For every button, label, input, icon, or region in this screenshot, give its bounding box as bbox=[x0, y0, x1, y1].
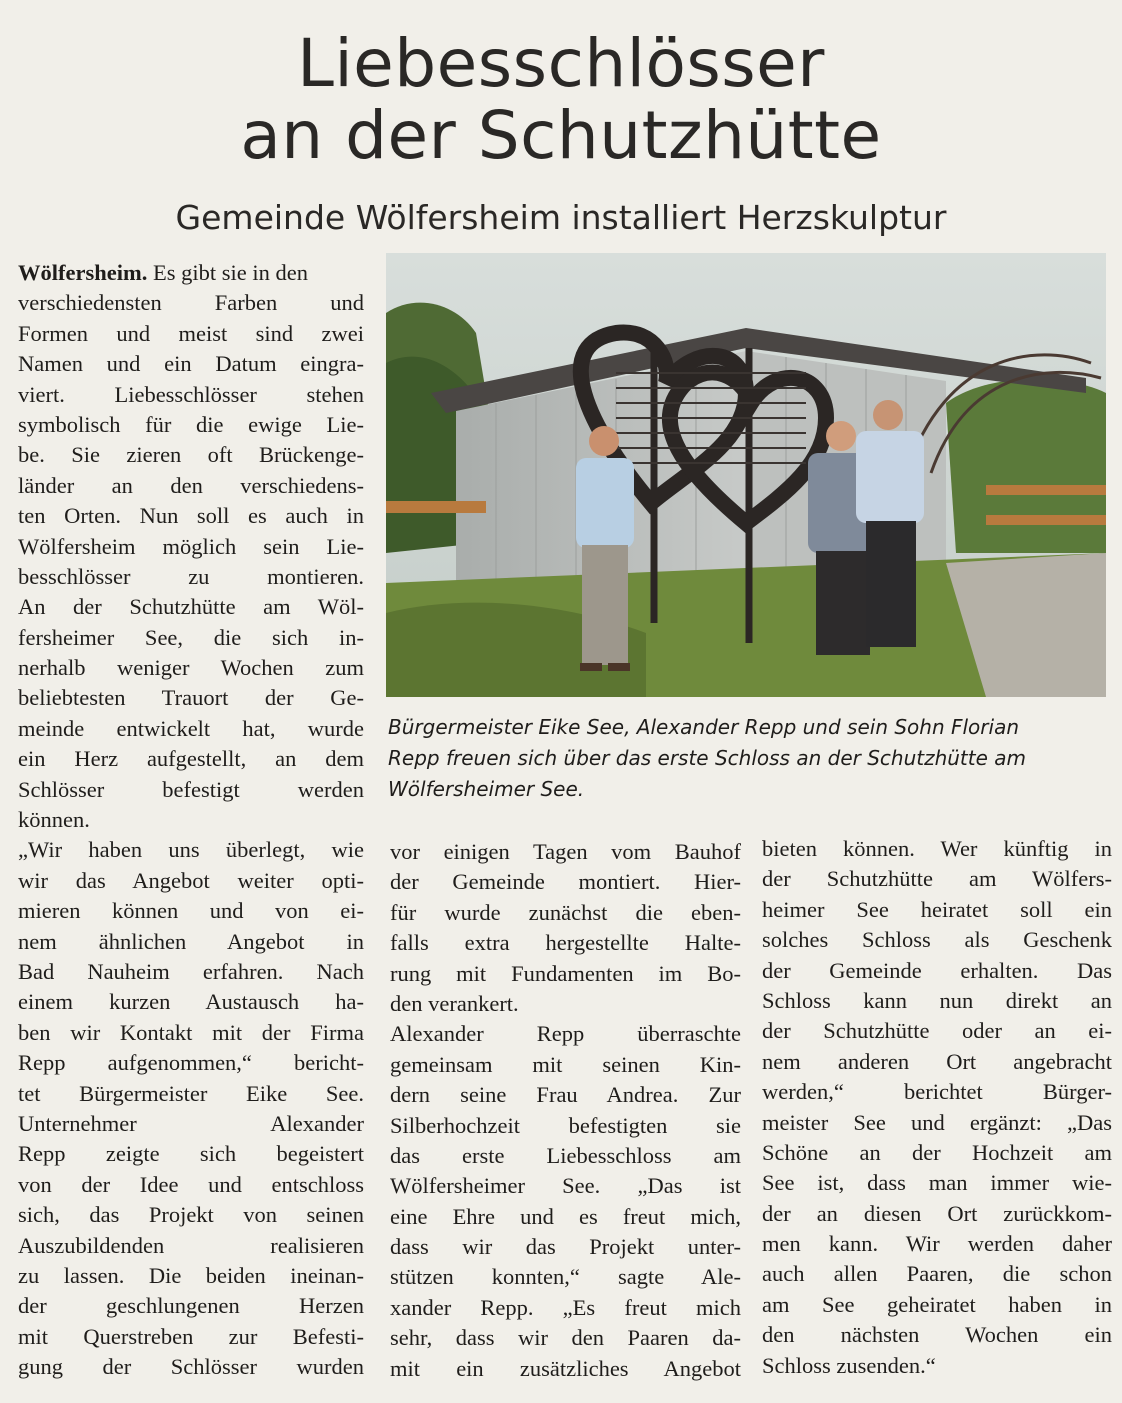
column-1-line: ten Orten. Nun soll es auch in bbox=[18, 503, 364, 529]
column-3-line: See ist, dass man immer wie- bbox=[762, 1170, 1112, 1196]
column-1-line: Repp zeigte sich begeistert bbox=[18, 1141, 364, 1167]
column-3-line: am See geheiratet haben in bbox=[762, 1291, 1112, 1317]
trees-right bbox=[946, 379, 1106, 553]
column-1-line: gung der Schlösser wurden bbox=[18, 1354, 364, 1380]
column-1-line: können. bbox=[18, 807, 90, 833]
column-3-line: meister See und ergänzt: „Das bbox=[762, 1109, 1112, 1135]
column-1-line: länder an den verschiedens- bbox=[18, 472, 364, 498]
column-1-line: sich, das Projekt von seinen bbox=[18, 1202, 364, 1228]
column-1-line: be. Sie zieren oft Brückenge- bbox=[18, 442, 364, 468]
fence-right bbox=[986, 485, 1106, 495]
person-right bbox=[856, 400, 924, 647]
fence-left bbox=[386, 501, 486, 513]
column-2-line: das erste Liebesschloss am bbox=[390, 1142, 741, 1168]
column-2-line: Silberhochzeit befestigten sie bbox=[390, 1112, 741, 1138]
column-1-line: fersheimer See, die sich in- bbox=[18, 624, 364, 650]
column-1-line: symbolisch für die ewige Lie- bbox=[18, 411, 364, 437]
column-1-line: tet Bürgermeister Eike See. bbox=[18, 1080, 364, 1106]
fence-right-2 bbox=[986, 515, 1106, 525]
photo-illustration bbox=[386, 253, 1106, 697]
headline-line-2: an der Schutzhütte bbox=[240, 97, 882, 174]
column-2-line: gemeinsam mit seinen Kin- bbox=[390, 1051, 741, 1077]
column-2-line: rung mit Fundamenten im Bo- bbox=[390, 960, 741, 986]
column-1-line: Formen und meist sind zwei bbox=[18, 320, 364, 346]
column-3-line: der Gemeinde erhalten. Das bbox=[762, 957, 1112, 983]
headline bbox=[0, 25, 1122, 174]
column-2-line: xander Repp. „Es freut mich bbox=[390, 1294, 741, 1320]
column-3-line: den nächsten Wochen ein bbox=[762, 1322, 1112, 1348]
column-2-line: sehr, dass wir den Paaren da- bbox=[390, 1325, 741, 1351]
column-2-line: Wölfersheimer See. „Das ist bbox=[390, 1173, 741, 1199]
column-1-line: verschiedensten Farben und bbox=[18, 290, 364, 316]
column-1-line: Auszubildenden realisieren bbox=[18, 1232, 364, 1258]
subheadline: Gemeinde Wölfersheim installiert Herzskulptur bbox=[175, 198, 947, 237]
column-1 bbox=[18, 258, 364, 1382]
column-1-line: beliebtesten Trauort der Ge- bbox=[18, 685, 364, 711]
column-3-line: Schloss kann nun direkt an bbox=[762, 987, 1112, 1013]
column-1-line: der geschlungenen Herzen bbox=[18, 1293, 364, 1319]
column-3-line: der an diesen Ort zurückkom- bbox=[762, 1200, 1112, 1226]
column-1-line: mit Querstreben zur Befesti- bbox=[18, 1323, 364, 1349]
column-3-line: Schöne an der Hochzeit am bbox=[762, 1139, 1112, 1165]
caption-line: Bürgermeister Eike See, Alexander Repp und sein Sohn Florian bbox=[388, 715, 1019, 739]
column-1-line: Schlösser befestigt werden bbox=[18, 776, 364, 802]
column-1-line: nerhalb weniger Wochen zum bbox=[18, 655, 364, 681]
column-3-line: nem anderen Ort angebracht bbox=[762, 1048, 1112, 1074]
column-1-line: nem ähnlichen Angebot in bbox=[18, 928, 364, 954]
column-1-line: besschlösser zu montieren. bbox=[18, 563, 364, 589]
headline-line-1: Liebesschlösser bbox=[297, 25, 825, 102]
column-2 bbox=[390, 837, 741, 1384]
column-3-line: heimer See heiratet soll ein bbox=[762, 896, 1112, 922]
column-2-line: den verankert. bbox=[390, 990, 519, 1016]
column-3-line: auch allen Paaren, die schon bbox=[762, 1261, 1112, 1287]
column-1-line: Namen und ein Datum eingra- bbox=[18, 351, 364, 377]
column-3-line: men kann. Wir werden daher bbox=[762, 1231, 1112, 1257]
column-1-first-line-text: Es gibt sie in den bbox=[147, 260, 308, 285]
column-2-line: dern seine Frau Andrea. Zur bbox=[390, 1082, 741, 1108]
column-1-line: meinde entwickelt hat, wurde bbox=[18, 715, 364, 741]
column-1-line: An der Schutzhütte am Wöl- bbox=[18, 594, 364, 620]
column-1-first-line bbox=[18, 258, 364, 288]
column-2-line: eine Ehre und es freut mich, bbox=[390, 1203, 741, 1229]
dateline: Wölfersheim. bbox=[18, 260, 148, 285]
column-3-line: der Schutzhütte oder an ei- bbox=[762, 1018, 1112, 1044]
column-3 bbox=[762, 834, 1112, 1381]
column-1-line: wir das Angebot weiter opti- bbox=[18, 867, 364, 893]
column-1-line: ein Herz aufgestellt, an dem bbox=[18, 746, 364, 772]
column-3-line: Schloss zusenden.“ bbox=[762, 1352, 936, 1378]
article-photo bbox=[386, 253, 1106, 697]
column-3-line: bieten können. Wer künftig in bbox=[762, 836, 1112, 861]
column-2-line: falls extra hergestellte Halte- bbox=[390, 930, 741, 956]
column-1-line: ben wir Kontakt mit der Firma bbox=[18, 1019, 364, 1045]
column-1-line: einem kurzen Austausch ha- bbox=[18, 989, 364, 1015]
column-2-line: mit ein zusätzliches Angebot bbox=[390, 1355, 741, 1381]
column-1-line: viert. Liebesschlösser stehen bbox=[18, 381, 364, 407]
column-2-line: vor einigen Tagen vom Bauhof bbox=[390, 839, 741, 864]
column-1-line: mieren können und von ei- bbox=[18, 898, 364, 924]
column-1-line: Repp aufgenommen,“ bericht- bbox=[18, 1050, 364, 1076]
caption-line: Wölfersheimer See. bbox=[388, 777, 585, 801]
column-3-line: solches Schloss als Geschenk bbox=[762, 927, 1112, 953]
column-1-line: „Wir haben uns überlegt, wie bbox=[18, 837, 364, 863]
column-1-line: Bad Nauheim erfahren. Nach bbox=[18, 958, 364, 984]
column-3-line: der Schutzhütte am Wölfers- bbox=[762, 866, 1112, 892]
column-1-line: von der Idee und entschloss bbox=[18, 1171, 364, 1197]
column-1-line: zu lassen. Die beiden ineinan- bbox=[18, 1262, 364, 1288]
column-1-line: Unternehmer Alexander bbox=[18, 1110, 364, 1136]
column-2-line: dass wir das Projekt unter- bbox=[390, 1234, 741, 1260]
person-left bbox=[576, 426, 634, 671]
column-2-line: für wurde zunächst die eben- bbox=[390, 899, 741, 925]
caption-line: Repp freuen sich über das erste Schloss an der Schutzhütte am bbox=[388, 746, 1027, 770]
photo-caption bbox=[388, 712, 1104, 805]
column-2-line: der Gemeinde montiert. Hier- bbox=[390, 869, 741, 895]
column-1-line: Wölfersheim möglich sein Lie- bbox=[18, 533, 364, 559]
column-2-line: Alexander Repp überraschte bbox=[390, 1021, 741, 1047]
column-2-line: stützen konnten,“ sagte Ale- bbox=[390, 1264, 741, 1290]
column-3-line: werden,“ berichtet Bürger- bbox=[762, 1079, 1112, 1105]
